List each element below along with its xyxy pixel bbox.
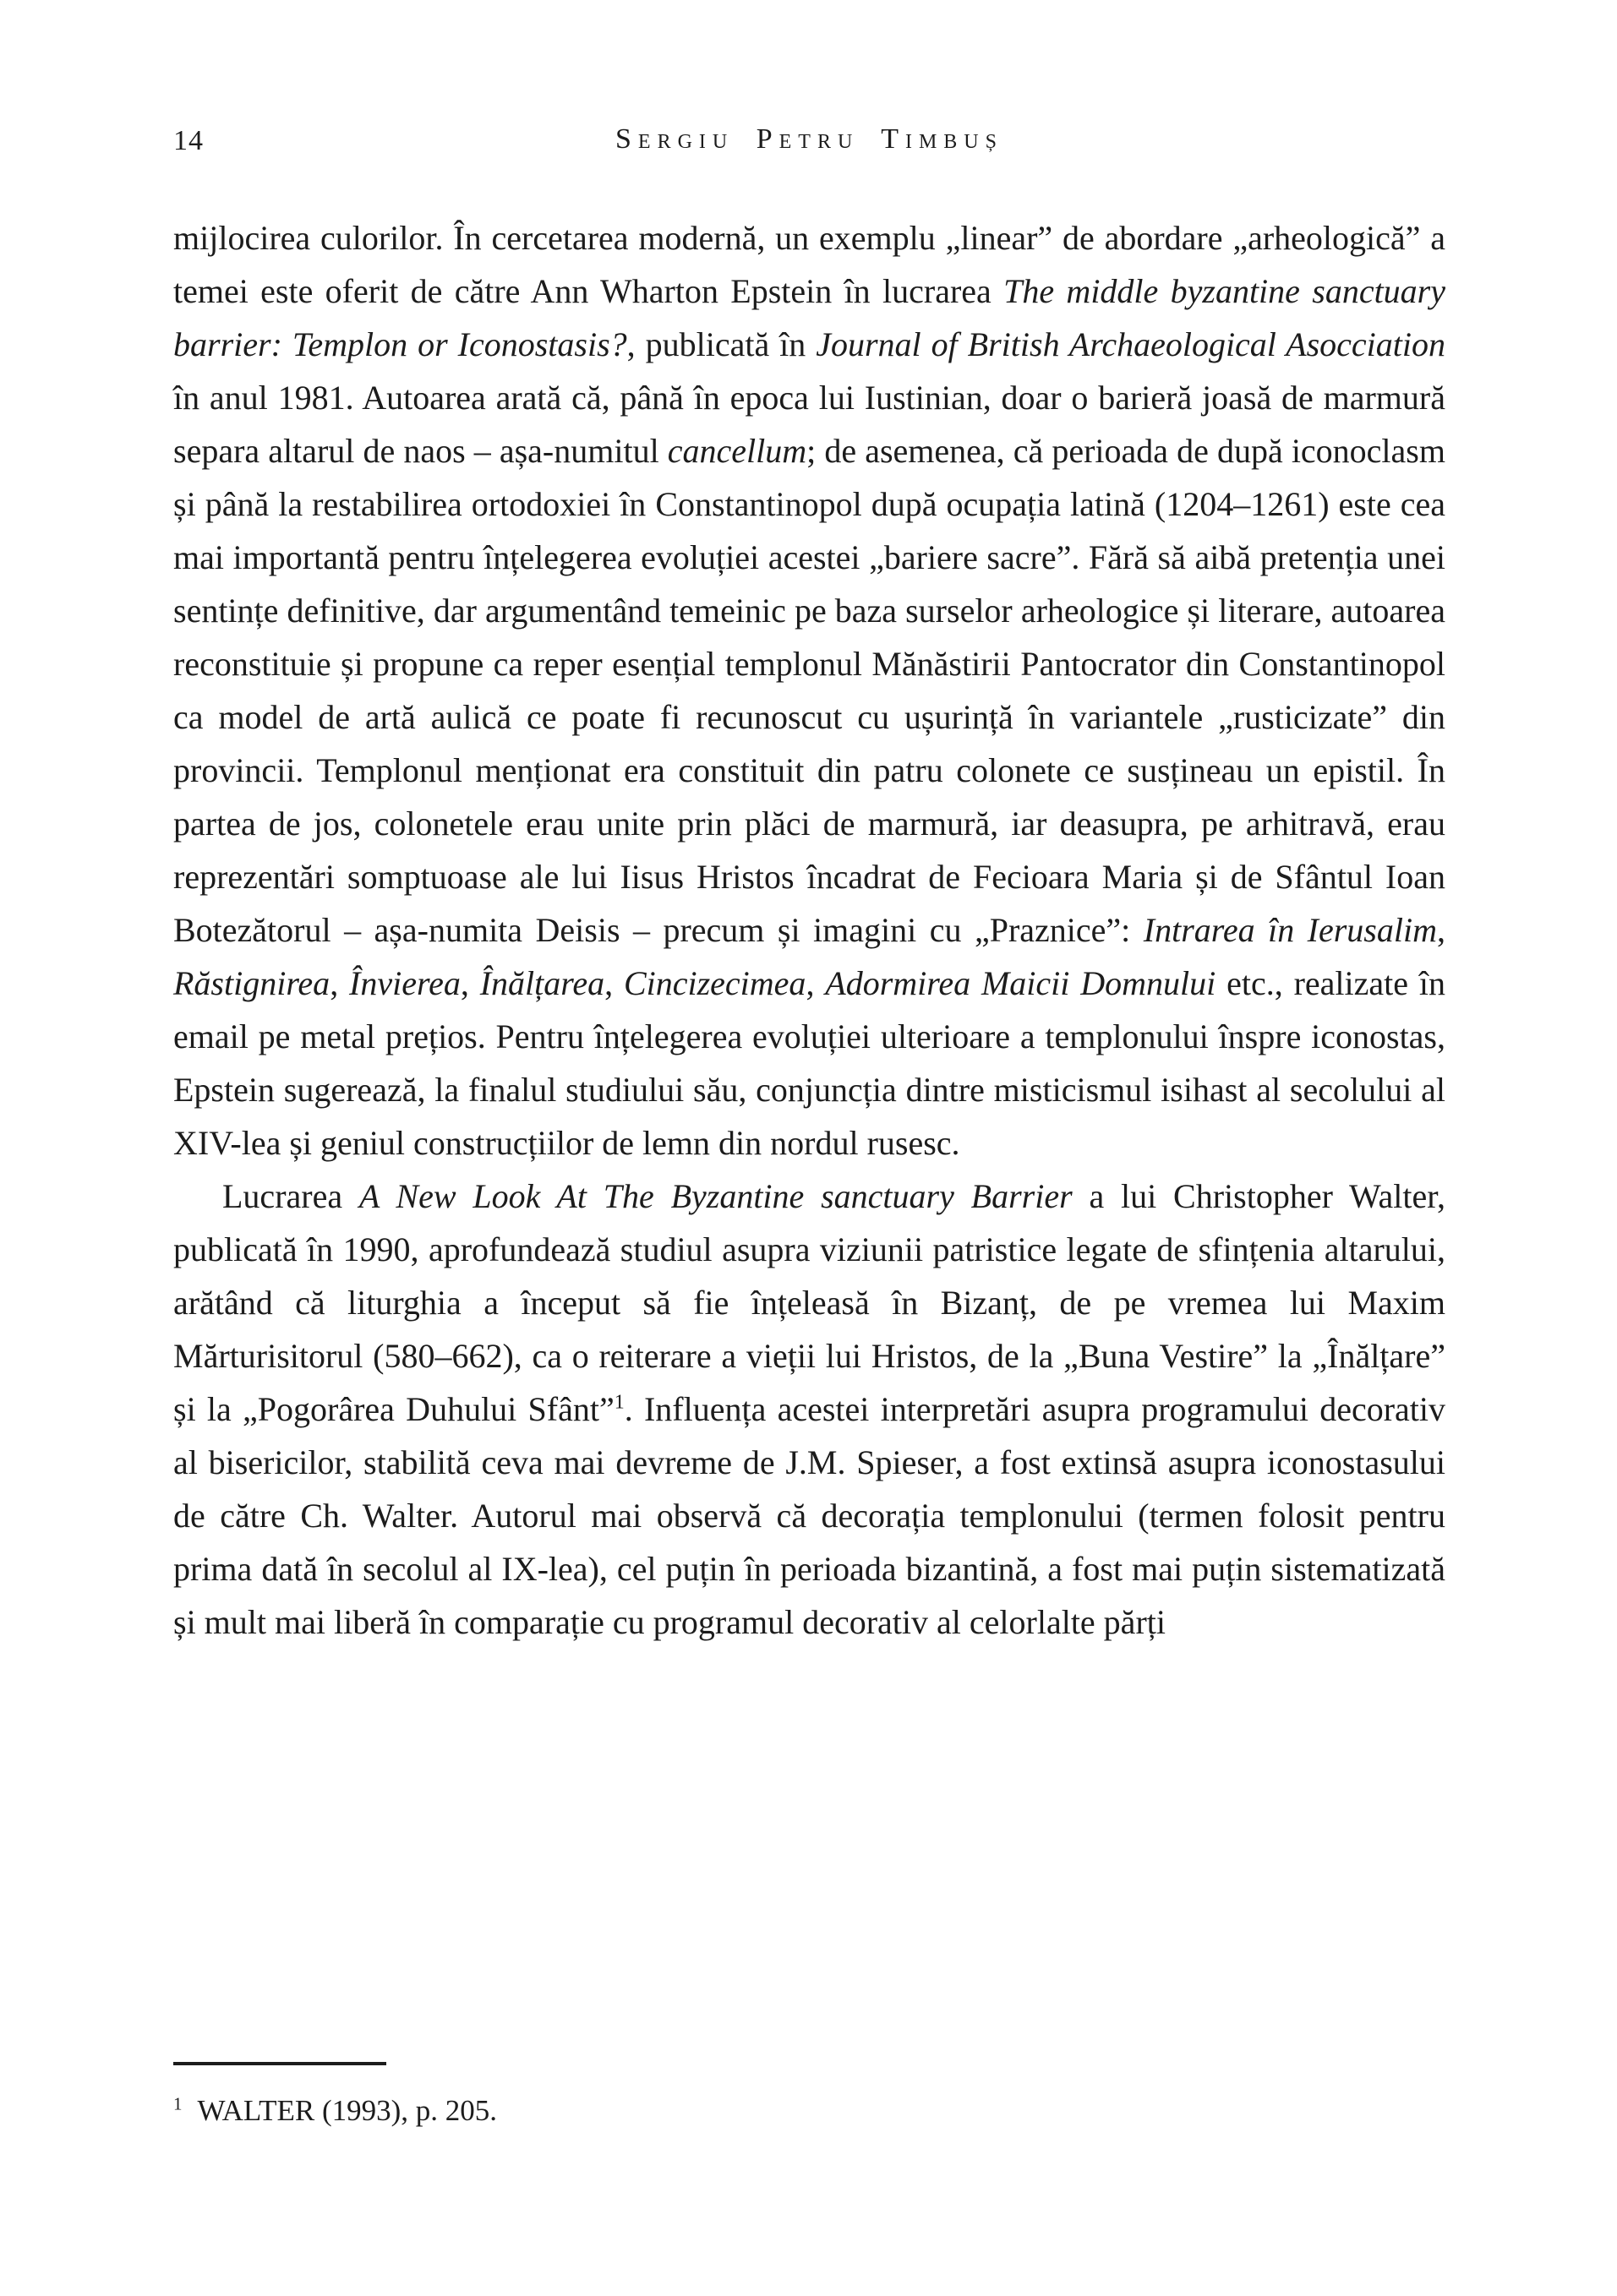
text-run: , publicată în xyxy=(626,325,817,363)
italic-run: Învierea xyxy=(349,964,461,1002)
text-run: Lucrarea xyxy=(222,1177,359,1215)
text-run: , xyxy=(604,964,624,1002)
text-run: , xyxy=(330,964,350,1002)
text-run: în anul 1981. Autoarea arată că, până în epoca lui Iustinian, doar o barieră joasă de marmură separa altarul de naos – așa-numitul xyxy=(173,379,1445,470)
italic-run: Cincizecimea xyxy=(623,964,806,1002)
italic-run: The middle byzantine sanctuary barrier: Templon or Iconostasis? xyxy=(173,272,1446,363)
text-run: mijlocirea culorilor. În cercetarea modernă, un exemplu „linear” de abordare „arheologică” a temei este oferit de către Ann Wharton Epstein în lucrarea xyxy=(173,219,1445,310)
footnote-area xyxy=(173,2062,1445,2131)
italic-run: A New Look At The Byzantine sanctuary Barrier xyxy=(358,1177,1073,1215)
text-run: . Influența acestei interpretări asupra programului decorativ al bisericilor, stabilită ceva mai devreme de J.M. Spieser, a fost extinsă asupra iconostasului de către Ch. Walter. Autorul mai observă că decorația templonului (termen folosit pentru prima dată în secolul al IX-lea), cel puțin în perioada bizantină, a fost mai puțin sistematizată și mult mai liberă în comparație cu programul decorativ al celorlalte părți xyxy=(173,1390,1446,1641)
italic-run: Adormirea Maicii Domnului xyxy=(825,964,1216,1002)
paragraph xyxy=(173,211,1445,1170)
text-run: , xyxy=(806,964,826,1002)
italic-run: Răstignirea xyxy=(173,964,331,1002)
footnote-separator xyxy=(173,2062,386,2065)
footnote-marker: 1 xyxy=(173,2093,183,2114)
footnote-reference: 1 xyxy=(614,1391,625,1414)
body-text xyxy=(173,211,1445,1649)
text-run: , xyxy=(460,964,480,1002)
text-run: etc., realizate în email pe metal prețios. Pentru înțelegerea evoluției ulterioare a templonului înspre iconostas, Epstein sugerează, la finalul studiului său, conjuncția dintre misticismul isihast al secolului al XIV-lea și geniul construcțiilor de lemn din nordul rusesc. xyxy=(173,964,1446,1162)
text-run: a lui Christopher Walter, publicată în 1990, aprofundează studiul asupra viziunii patristice legate de sfințenia altarului, arătând că liturghia a început să fie înțeleasă în Bizanț, de pe vremea lui Maxim Mărturisitorul (580–662), ca o reiterare a vieții lui Hristos, de la „Buna Vestire” la „Înălțare” și la „Pogorârea Duhului Sfânt” xyxy=(173,1177,1446,1428)
page-number: 14 xyxy=(173,125,204,156)
italic-run: Journal of British Archaeological Asocciation xyxy=(816,325,1445,363)
italic-run: Intrarea în Ierusalim xyxy=(1143,911,1437,949)
page-header xyxy=(173,123,1445,164)
running-header: Sergiu Petru Timbuș xyxy=(615,123,1003,155)
footnote-text: WALTER (1993), p. 205. xyxy=(197,2094,498,2127)
italic-run: Înălțarea xyxy=(479,964,605,1002)
paragraph xyxy=(173,1170,1445,1649)
text-run: , xyxy=(1437,911,1445,949)
footnote xyxy=(173,2091,1445,2131)
text-run: ; de asemenea, că perioada de după iconoclasm și până la restabilirea ortodoxiei în Constantinopol după ocupația latină (1204–1261) este cea mai importantă pentru înțelegerea evoluției acestei „bariere sacre”. Fără să aibă pretenția unei sentințe definitive, dar argumentând temeinic pe baza surselor arheologice și literare, autoarea reconstituie și propune ca reper esențial templonul Mănăstirii Pantocrator din Constantinopol ca model de artă aulică ce poate fi recunoscut cu ușurință în variantele „rusticizate” din provincii. Templonul menționat era constituit din patru colonete ce susțineau un epistil. În partea de jos, colonetele erau unite prin plăci de marmură, iar deasupra, pe arhitravă, erau reprezentări somptuoase ale lui Iisus Hristos încadrat de Fecioara Maria și de Sfântul Ioan Botezătorul – așa-numita Deisis – precum și imagini cu „Praznice”: xyxy=(173,432,1445,949)
italic-run: cancellum xyxy=(667,432,807,470)
